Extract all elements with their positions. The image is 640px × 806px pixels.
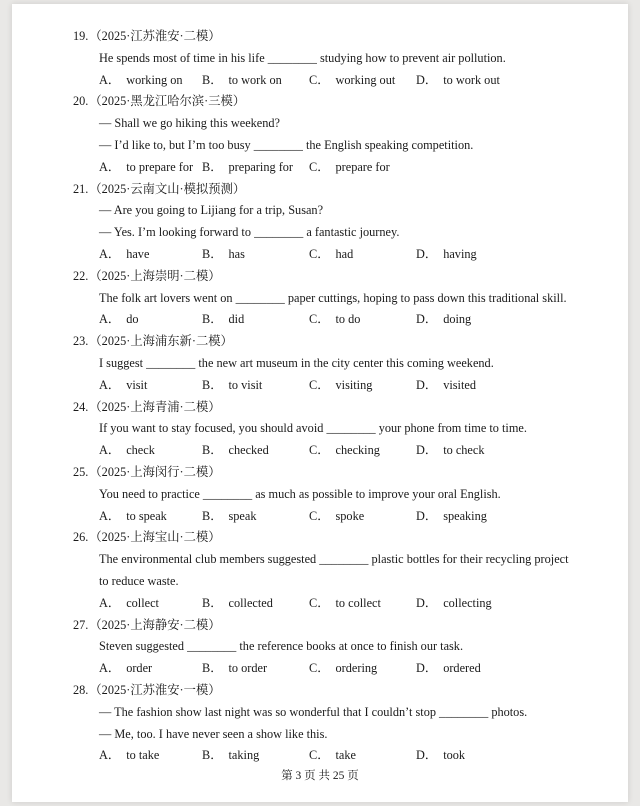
option-letter: C． xyxy=(309,246,330,261)
question-number: 23. xyxy=(73,334,89,349)
option-letter: C． xyxy=(309,159,330,174)
question-header xyxy=(73,680,593,702)
question-source: （2025·江苏淮安·一模） xyxy=(89,682,221,697)
question-text: — Yes. I’m looking forward to ________ a fantastic journey. xyxy=(99,225,400,240)
answer-option xyxy=(202,244,245,266)
option-letter: D． xyxy=(416,246,438,261)
question-source: （2025·江苏淮安·二模） xyxy=(89,29,221,43)
question-source: （2025·上海崇明·二模） xyxy=(89,268,221,283)
answer-option xyxy=(309,745,356,767)
option-text: speaking xyxy=(443,508,487,523)
question-number: 19. xyxy=(73,29,89,43)
document-page xyxy=(12,4,628,802)
option-letter: C． xyxy=(309,508,330,523)
answer-option xyxy=(309,157,390,179)
question-block xyxy=(73,266,593,331)
answer-option xyxy=(99,506,167,528)
option-text: to work on xyxy=(228,72,282,87)
answer-option xyxy=(99,244,149,266)
question-block xyxy=(73,680,593,767)
option-letter: A． xyxy=(99,159,121,174)
question-number: 24. xyxy=(73,399,89,414)
answer-option xyxy=(309,70,395,92)
option-text: order xyxy=(126,661,153,676)
question-number: 22. xyxy=(73,268,89,283)
option-text: checked xyxy=(228,443,269,458)
option-letter: A． xyxy=(99,661,121,676)
question-number: 21. xyxy=(73,181,89,196)
option-letter: D． xyxy=(416,377,438,392)
answer-options xyxy=(73,309,593,331)
option-letter: A． xyxy=(99,595,121,610)
option-text: to order xyxy=(228,661,268,676)
answer-option xyxy=(416,244,477,266)
answer-option xyxy=(99,658,152,680)
question-block xyxy=(73,462,593,527)
option-text: speak xyxy=(228,508,257,523)
question-header xyxy=(73,266,593,288)
option-letter: D． xyxy=(416,661,438,676)
question-number: 25. xyxy=(73,464,89,479)
option-letter: B． xyxy=(202,72,223,87)
option-letter: A． xyxy=(99,443,121,458)
question-number: 27. xyxy=(73,617,89,632)
answer-options xyxy=(73,375,593,397)
question-text: — Are you going to Lijiang for a trip, Susan? xyxy=(99,203,324,218)
answer-option xyxy=(202,506,257,528)
question-text: — The fashion show last night was so wonderful that I couldn’t stop ________ photos. xyxy=(99,704,528,719)
answer-option xyxy=(416,70,500,92)
option-text: collect xyxy=(126,595,159,610)
question-list xyxy=(73,26,593,767)
answer-option xyxy=(202,70,282,92)
answer-option xyxy=(99,745,159,767)
option-text: visiting xyxy=(335,377,373,392)
option-letter: D． xyxy=(416,595,438,610)
answer-option xyxy=(202,309,244,331)
answer-option xyxy=(309,440,380,462)
answer-options xyxy=(73,658,593,680)
question-text: You need to practice ________ as much as possible to improve your oral English. xyxy=(99,486,501,501)
question-block xyxy=(73,91,593,178)
question-header xyxy=(73,462,593,484)
question-text: I suggest ________ the new art museum in the city center this coming weekend. xyxy=(99,355,494,370)
option-letter: A． xyxy=(99,508,121,523)
answer-option xyxy=(99,593,159,615)
question-block xyxy=(73,331,593,396)
question-source: （2025·上海闵行·二模） xyxy=(89,464,221,479)
option-letter: B． xyxy=(202,246,223,261)
question-header xyxy=(73,615,593,637)
option-letter: B． xyxy=(202,595,223,610)
question-source: （2025·云南文山·模拟预测） xyxy=(89,181,246,196)
option-text: having xyxy=(443,246,477,261)
option-text: doing xyxy=(443,312,472,327)
answer-option xyxy=(416,506,487,528)
answer-option xyxy=(99,440,155,462)
answer-option xyxy=(416,440,485,462)
option-text: have xyxy=(126,246,150,261)
option-text: take xyxy=(335,748,356,763)
question-text: — Me, too. I have never seen a show like this. xyxy=(99,726,328,741)
question-number: 26. xyxy=(73,530,89,545)
answer-option xyxy=(99,309,138,331)
question-source: （2025·上海浦东新·二模） xyxy=(89,334,233,349)
option-letter: B． xyxy=(202,377,223,392)
answer-option xyxy=(416,309,471,331)
answer-option xyxy=(309,658,377,680)
option-letter: A． xyxy=(99,748,121,763)
option-text: has xyxy=(228,246,245,261)
option-text: collected xyxy=(228,595,273,610)
answer-option xyxy=(99,375,147,397)
answer-option xyxy=(309,375,372,397)
option-letter: B． xyxy=(202,312,223,327)
question-source: （2025·黑龙江哈尔滨·三模） xyxy=(89,94,246,109)
question-header xyxy=(73,179,593,201)
option-text: ordered xyxy=(443,661,481,676)
answer-options xyxy=(73,506,593,528)
question-header xyxy=(73,91,593,113)
question-block xyxy=(73,397,593,462)
option-text: visited xyxy=(443,377,476,392)
answer-option xyxy=(99,157,193,179)
answer-option xyxy=(309,309,360,331)
option-letter: C． xyxy=(309,312,330,327)
option-letter: D． xyxy=(416,312,438,327)
option-letter: D． xyxy=(416,508,438,523)
answer-option xyxy=(202,440,269,462)
option-text: to visit xyxy=(228,377,263,392)
answer-option xyxy=(202,375,262,397)
option-text: collecting xyxy=(443,595,492,610)
option-text: working on xyxy=(126,72,183,87)
option-text: took xyxy=(443,748,466,763)
answer-options xyxy=(73,70,593,92)
answer-option xyxy=(416,658,481,680)
option-text: visit xyxy=(126,377,148,392)
answer-option xyxy=(309,506,364,528)
answer-option xyxy=(202,745,259,767)
option-letter: B． xyxy=(202,508,223,523)
option-text: checking xyxy=(335,443,380,458)
option-letter: B． xyxy=(202,748,223,763)
option-letter: D． xyxy=(416,72,438,87)
question-number: 28. xyxy=(73,682,89,697)
option-letter: A． xyxy=(99,377,121,392)
answer-option xyxy=(416,375,476,397)
question-header xyxy=(73,397,593,419)
option-letter: C． xyxy=(309,72,330,87)
option-text: to check xyxy=(443,443,485,458)
option-text: did xyxy=(228,312,245,327)
option-text: do xyxy=(126,312,139,327)
page-footer: 第 3 页 共 25 页 xyxy=(281,770,359,782)
option-text: spoke xyxy=(335,508,365,523)
option-letter: A． xyxy=(99,312,121,327)
option-text: prepare for xyxy=(335,159,390,174)
option-text: to collect xyxy=(335,595,381,610)
question-header xyxy=(73,331,593,353)
answer-option xyxy=(99,70,183,92)
option-letter: D． xyxy=(416,443,438,458)
answer-option xyxy=(202,593,273,615)
answer-option xyxy=(202,658,267,680)
question-text: He spends most of time in his life ________ studying how to prevent air pollution. xyxy=(99,50,506,65)
option-letter: C． xyxy=(309,443,330,458)
question-text: The environmental club members suggested ________ plastic bottles for their recycling project xyxy=(99,552,569,567)
answer-option xyxy=(202,157,293,179)
question-source: （2025·上海宝山·二模） xyxy=(89,530,221,545)
question-text: — I’d like to, but I’m too busy ________ the English speaking competition. xyxy=(99,137,474,152)
option-letter: C． xyxy=(309,661,330,676)
option-text: working out xyxy=(335,72,396,87)
option-letter: D． xyxy=(416,748,438,763)
option-text: check xyxy=(126,443,155,458)
option-letter: C． xyxy=(309,595,330,610)
answer-options xyxy=(73,593,593,615)
question-text: The folk art lovers went on ________ paper cuttings, hoping to pass down this traditional skill. xyxy=(99,290,567,305)
answer-options xyxy=(73,157,593,179)
question-header xyxy=(73,26,593,48)
question-block xyxy=(73,527,593,614)
answer-option xyxy=(416,745,465,767)
question-source: （2025·上海青浦·二模） xyxy=(89,399,221,414)
option-letter: A． xyxy=(99,72,121,87)
option-letter: B． xyxy=(202,443,223,458)
option-letter: B． xyxy=(202,661,223,676)
option-text: to take xyxy=(126,748,160,763)
option-text: to speak xyxy=(126,508,167,523)
question-number: 20. xyxy=(73,94,89,109)
question-text: to reduce waste. xyxy=(99,573,179,588)
option-text: taking xyxy=(228,748,260,763)
question-text: If you want to stay focused, you should avoid ________ your phone from time to time. xyxy=(99,421,527,436)
question-block xyxy=(73,26,593,91)
question-text: — Shall we go hiking this weekend? xyxy=(99,116,281,131)
answer-option xyxy=(309,593,381,615)
question-source: （2025·上海静安·二模） xyxy=(89,617,221,632)
option-text: to do xyxy=(335,312,361,327)
option-text: had xyxy=(335,246,354,261)
option-letter: C． xyxy=(309,377,330,392)
option-text: to prepare for xyxy=(126,159,194,174)
question-text: Steven suggested ________ the reference books at once to finish our task. xyxy=(99,639,464,654)
answer-option xyxy=(309,244,353,266)
option-text: preparing for xyxy=(228,159,294,174)
option-text: to work out xyxy=(443,72,500,87)
question-block xyxy=(73,615,593,680)
question-block xyxy=(73,179,593,266)
option-letter: C． xyxy=(309,748,330,763)
answer-options xyxy=(73,440,593,462)
option-letter: A． xyxy=(99,246,121,261)
question-header xyxy=(73,527,593,549)
option-letter: B． xyxy=(202,159,223,174)
answer-options xyxy=(73,244,593,266)
answer-options xyxy=(73,745,593,767)
answer-option xyxy=(416,593,492,615)
option-text: ordering xyxy=(335,661,378,676)
